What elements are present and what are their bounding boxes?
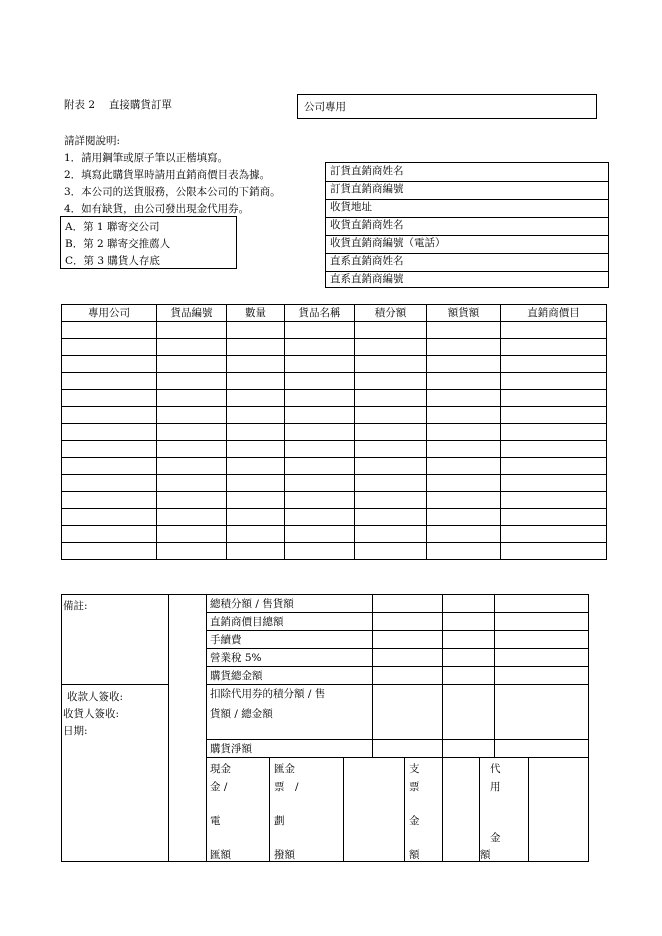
table-cell[interactable] [157, 458, 227, 475]
table-cell[interactable] [157, 373, 227, 390]
table-cell[interactable] [501, 509, 607, 526]
table-cell[interactable] [227, 322, 285, 339]
table-cell[interactable] [355, 390, 427, 407]
order-table [61, 304, 607, 560]
table-cell[interactable] [501, 475, 607, 492]
receiver-signature-label: 收款人簽收: [67, 691, 124, 703]
table-cell[interactable] [501, 492, 607, 509]
table-cell[interactable] [285, 390, 355, 407]
info-field-upline-id[interactable]: 直系直銷商編號 [330, 273, 404, 285]
table-cell[interactable] [62, 390, 157, 407]
table-cell[interactable] [355, 543, 427, 560]
company-use-label: 公司專用 [304, 101, 346, 113]
table-cell[interactable] [62, 458, 157, 475]
instruction-item: 3．本公司的送貨服務，公限本公司的下銷商。 [64, 186, 281, 198]
table-cell[interactable] [427, 356, 501, 373]
table-cell[interactable] [427, 339, 501, 356]
table-cell[interactable] [355, 373, 427, 390]
instruction-item: 1．請用鋼筆或原子筆以正楷填寫。 [64, 152, 229, 164]
table-cell[interactable] [157, 356, 227, 373]
table-cell[interactable] [427, 424, 501, 441]
table-cell[interactable] [227, 458, 285, 475]
column-header: 直銷商價目 [501, 305, 607, 322]
info-field-receiver-name[interactable]: 收貨直銷商姓名 [326, 218, 608, 236]
table-row [62, 509, 607, 526]
table-cell[interactable] [285, 356, 355, 373]
table-row [62, 492, 607, 509]
order-table-header [62, 305, 607, 322]
info-field-orderer-name[interactable]: 訂貨直銷商姓名 [326, 164, 608, 182]
table-row [62, 339, 607, 356]
info-field-receiver-id[interactable]: 收貨直銷商編號（電話） [326, 236, 608, 254]
table-cell[interactable] [227, 373, 285, 390]
table-cell[interactable] [62, 322, 157, 339]
table-cell[interactable] [355, 458, 427, 475]
table-cell[interactable] [157, 407, 227, 424]
table-cell[interactable] [355, 526, 427, 543]
price-list-total-label: 直銷商價目總額 [210, 616, 284, 628]
table-cell[interactable] [62, 339, 157, 356]
table-cell[interactable] [427, 373, 501, 390]
table-cell[interactable] [427, 492, 501, 509]
form-title: 附表 2 直接購貨訂單 [64, 99, 172, 111]
table-cell[interactable] [62, 373, 157, 390]
table-cell[interactable] [227, 390, 285, 407]
copy-item: B．第 2 聯寄交推薦人 [65, 238, 171, 250]
table-cell[interactable] [427, 509, 501, 526]
table-cell[interactable] [157, 339, 227, 356]
table-cell[interactable] [157, 543, 227, 560]
table-cell[interactable] [62, 407, 157, 424]
table-cell[interactable] [157, 526, 227, 543]
table-cell[interactable] [157, 424, 227, 441]
table-cell[interactable] [62, 543, 157, 560]
table-cell[interactable] [355, 322, 427, 339]
table-cell[interactable] [355, 441, 427, 458]
table-cell[interactable] [285, 475, 355, 492]
table-cell[interactable] [427, 475, 501, 492]
net-purchase-label: 購貨淨額 [210, 743, 252, 755]
column-header: 數量 [227, 305, 285, 322]
info-field-orderer-id[interactable]: 訂貨直銷商編號 [326, 182, 608, 200]
table-row [62, 543, 607, 560]
voucher-deduction-label: 扣除代用券的積分額 / 售 [210, 688, 326, 700]
table-cell[interactable] [157, 441, 227, 458]
table-row [62, 458, 607, 475]
table-cell[interactable] [285, 458, 355, 475]
table-cell[interactable] [355, 356, 427, 373]
table-row [62, 475, 607, 492]
table-row [62, 441, 607, 458]
table-cell[interactable] [285, 441, 355, 458]
column-header: 貨品編號 [157, 305, 227, 322]
table-cell[interactable] [501, 458, 607, 475]
table-cell[interactable] [501, 441, 607, 458]
table-cell[interactable] [62, 526, 157, 543]
table-cell[interactable] [501, 543, 607, 560]
voucher-label: 代 [490, 763, 501, 775]
copy-item: A．第 1 聯寄交公司 [65, 221, 160, 233]
purchase-total-label: 購貨總金額 [210, 670, 263, 682]
copy-item: C．第 3 購貨人存底 [65, 255, 160, 267]
company-use-box [297, 94, 597, 119]
table-cell[interactable] [62, 475, 157, 492]
draft-transfer-label: 匯金 [274, 763, 295, 775]
table-cell[interactable] [157, 322, 227, 339]
table-cell[interactable] [285, 543, 355, 560]
table-cell[interactable] [355, 475, 427, 492]
voucher-deduction-label-cont: 貨額 / 總金額 [210, 708, 273, 720]
table-cell[interactable] [62, 509, 157, 526]
table-cell[interactable] [355, 492, 427, 509]
table-cell[interactable] [285, 492, 355, 509]
table-cell[interactable] [501, 390, 607, 407]
table-row [62, 390, 607, 407]
instruction-item: 2．填寫此購貨單時請用直銷商價目表為據。 [64, 169, 271, 181]
table-cell[interactable] [427, 441, 501, 458]
instructions [64, 134, 281, 216]
remarks-label: 備註: [63, 600, 88, 612]
table-cell[interactable] [427, 526, 501, 543]
table-cell[interactable] [157, 475, 227, 492]
summary-block: 備註: 收款人簽收: 收貨人簽收: 日期: 總積分額 / 售貨額 直銷商價目總額 手續費 營業稅 5% 購貨總金額 扣除代用券的積分額 / 售 貨額 / 總金額 購貨淨額 現金 金 / 電 匯額 匯金 票 / 劃 撥額 支 票 金 額 代 用 金 額 [61, 594, 589, 862]
table-cell[interactable] [285, 407, 355, 424]
info-field-delivery-address[interactable]: 收貨地址 [326, 200, 608, 218]
table-cell[interactable] [427, 543, 501, 560]
table-cell[interactable] [62, 356, 157, 373]
table-cell[interactable] [157, 509, 227, 526]
date-label: 日期: [63, 725, 88, 737]
table-cell[interactable] [285, 509, 355, 526]
table-cell[interactable] [285, 526, 355, 543]
table-cell[interactable] [501, 356, 607, 373]
table-cell[interactable] [501, 424, 607, 441]
table-cell[interactable] [227, 475, 285, 492]
cash-wire-label: 現金 [210, 763, 231, 775]
table-cell[interactable] [501, 407, 607, 424]
table-cell[interactable] [501, 373, 607, 390]
table-cell[interactable] [355, 339, 427, 356]
handling-fee-label: 手續費 [210, 634, 242, 646]
delivery-signature-label: 收貨人簽收: [63, 708, 120, 720]
table-row [62, 424, 607, 441]
table-cell[interactable] [355, 407, 427, 424]
table-row [62, 373, 607, 390]
cheque-label: 支 [409, 763, 420, 775]
table-cell[interactable] [227, 424, 285, 441]
table-cell[interactable] [227, 509, 285, 526]
column-header: 貨品名稱 [285, 305, 355, 322]
copies-box [60, 216, 237, 269]
table-cell[interactable] [157, 390, 227, 407]
column-header: 專用公司 [62, 305, 157, 322]
table-cell[interactable] [427, 407, 501, 424]
table-cell[interactable] [501, 526, 607, 543]
table-cell[interactable] [227, 441, 285, 458]
column-header: 額貨額 [427, 305, 501, 322]
table-cell[interactable] [501, 339, 607, 356]
table-cell[interactable] [427, 458, 501, 475]
table-cell[interactable] [227, 356, 285, 373]
total-points-sales-label: 總積分額 / 售貨額 [210, 598, 294, 610]
table-cell[interactable] [285, 373, 355, 390]
business-tax-label: 營業稅 5% [210, 652, 262, 664]
table-cell[interactable] [427, 322, 501, 339]
info-field-upline-name[interactable]: 直系直銷商姓名 [326, 254, 608, 272]
table-cell[interactable] [227, 526, 285, 543]
table-cell[interactable] [285, 322, 355, 339]
table-cell[interactable] [355, 509, 427, 526]
table-row [62, 526, 607, 543]
table-cell[interactable] [157, 492, 227, 509]
table-cell[interactable] [285, 339, 355, 356]
table-cell[interactable] [62, 441, 157, 458]
instruction-item: 4．如有缺貨，由公司發出現金代用券。 [64, 203, 250, 215]
table-cell[interactable] [62, 424, 157, 441]
table-row [62, 407, 607, 424]
table-cell[interactable] [355, 424, 427, 441]
column-header: 積分額 [355, 305, 427, 322]
table-cell[interactable] [427, 390, 501, 407]
table-row [62, 356, 607, 373]
instructions-heading: 請詳閱說明: [64, 135, 121, 147]
table-cell[interactable] [227, 543, 285, 560]
table-cell[interactable] [62, 492, 157, 509]
table-cell[interactable] [227, 492, 285, 509]
table-row [62, 322, 607, 339]
table-cell[interactable] [501, 322, 607, 339]
info-fields-box [325, 162, 609, 288]
table-cell[interactable] [227, 407, 285, 424]
table-cell[interactable] [227, 339, 285, 356]
table-cell[interactable] [285, 424, 355, 441]
